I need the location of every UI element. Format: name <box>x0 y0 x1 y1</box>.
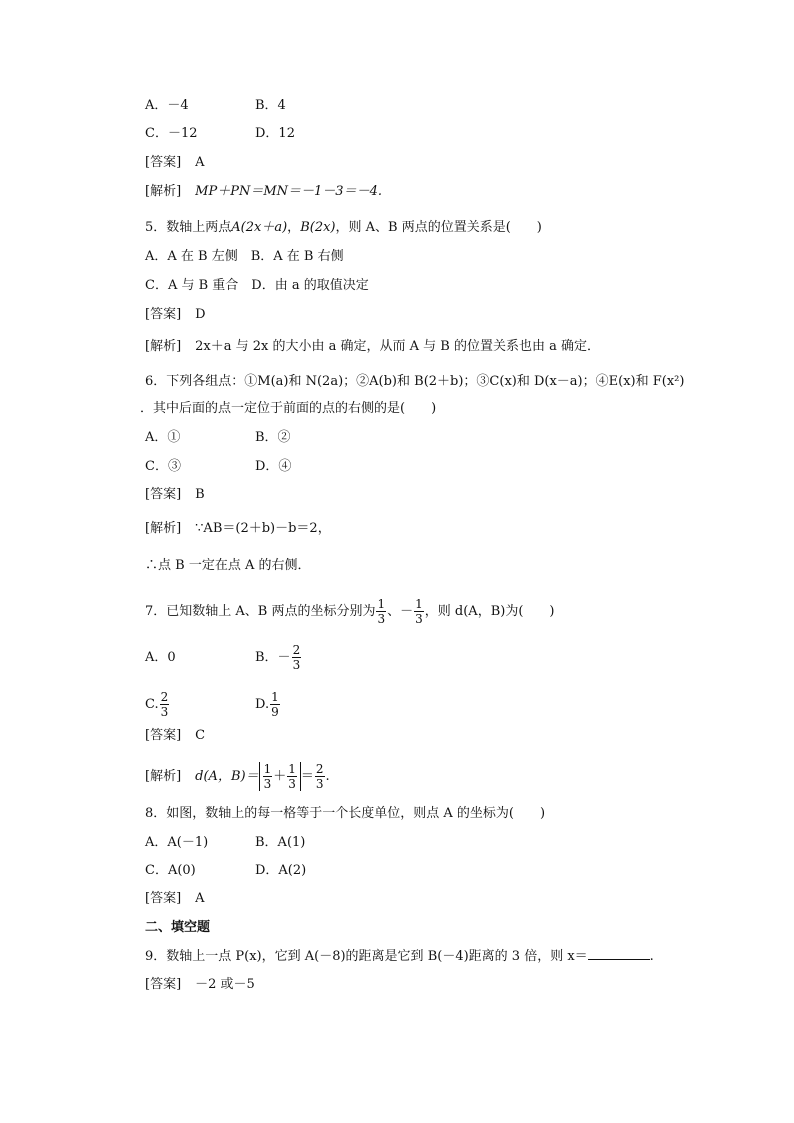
answer-label: [答案] <box>145 487 182 502</box>
q7-option-a: A．0 <box>145 650 176 665</box>
q7-answer <box>145 727 205 745</box>
analysis-label: [解析] <box>145 769 182 784</box>
q5-stem-sep: ， <box>287 220 301 235</box>
answer-label: [答案] <box>145 155 182 170</box>
q6-stem-line-1: 6．下列各组点：①M(a)和 N(2a)；②A(b)和 B(2＋b)；③C(x)和 D(x－a)；④E(x)和 F(x²) <box>145 374 685 389</box>
q4-analysis <box>145 183 382 201</box>
q7-stem-suffix: ，则 d(A，B)为( ) <box>424 604 555 619</box>
option-prefix: C. <box>145 697 159 712</box>
q6-option-c: C．③ <box>145 459 181 474</box>
answer-label: [答案] <box>145 728 182 743</box>
denominator: 3 <box>160 705 169 719</box>
denominator: 3 <box>415 612 423 626</box>
q4-answer <box>145 154 205 172</box>
section-title: 二、填空题 <box>145 920 211 935</box>
q5-analysis <box>145 338 600 356</box>
answer-label: [答案] <box>145 307 182 322</box>
q5-point-a: A(2x＋a) <box>231 220 288 235</box>
denominator: 3 <box>377 612 386 626</box>
q7-options-row-1 <box>145 643 302 672</box>
answer-value: A <box>195 891 205 906</box>
analysis-label: [解析] <box>145 521 182 536</box>
q5-options-row-2: C．A 与 B 重合 D．由 a 的取值决定 <box>145 278 369 293</box>
denominator: 3 <box>263 777 272 791</box>
option-prefix: D. <box>255 697 270 712</box>
numerator: 2 <box>160 690 169 704</box>
fraction <box>414 597 424 626</box>
answer-value: B <box>195 487 205 502</box>
q7-stem <box>145 597 554 626</box>
q6-stem-line-2: ．其中后面的点一定位于前面的点的右侧的是( ) <box>140 401 437 416</box>
period: . <box>325 769 330 784</box>
numerator: 1 <box>271 690 279 704</box>
q4-option-c: C．－12 <box>145 126 198 141</box>
numerator: 1 <box>288 762 296 776</box>
q8-option-b: B．A(1) <box>255 835 306 850</box>
denominator: 3 <box>315 777 324 791</box>
fraction <box>263 762 273 791</box>
q5-stem-suffix: ，则 A、B 两点的位置关系是( ) <box>335 220 542 235</box>
q4-option-b: B．4 <box>255 98 286 113</box>
analysis-text: MP＋PN＝MN＝－1－3＝－4. <box>195 184 382 199</box>
q8-options-row-2 <box>145 862 306 880</box>
q6-options-row-1 <box>145 429 291 447</box>
answer-blank[interactable] <box>588 947 650 960</box>
q9-stem-text: 9．数轴上一点 P(x)，它到 A(－8)的距离是它到 B(－4)距离的 3 倍，则 x＝ <box>145 949 588 964</box>
denominator: 9 <box>271 705 279 719</box>
q7-analysis <box>145 762 330 791</box>
q8-stem: 8．如图，数轴上的每一格等于一个长度单位，则点 A 的坐标为( ) <box>145 806 546 821</box>
fraction <box>376 597 386 626</box>
answer-label: [答案] <box>145 977 182 992</box>
q5-answer <box>145 306 206 324</box>
answer-label: [答案] <box>145 891 182 906</box>
q4-option-d: D．12 <box>255 126 295 141</box>
q5-stem <box>145 219 542 237</box>
q5-stem-prefix: 5．数轴上两点 <box>145 220 232 235</box>
q7-option-c <box>145 690 255 719</box>
q6-conclusion: ∴点 B 一定在点 A 的右侧． <box>145 558 311 573</box>
q6-analysis <box>145 520 331 538</box>
q4-options-row-2 <box>145 125 295 143</box>
q7-option-b <box>255 643 302 672</box>
denominator: 3 <box>288 777 296 791</box>
analysis-label: [解析] <box>145 339 182 354</box>
denominator: 3 <box>292 658 301 672</box>
answer-value: C <box>195 728 206 743</box>
equals-sign: ＝ <box>300 769 314 784</box>
answer-value: A <box>195 155 205 170</box>
q8-option-a: A．A(－1) <box>145 835 209 850</box>
q5-options-row-1: A．A 在 B 左侧 B．A 在 B 右侧 <box>145 249 344 264</box>
analysis-text: 2x＋a 与 2x 的大小由 a 确定，从而 A 与 B 的位置关系也由 a 确定． <box>195 339 601 354</box>
q6-options-row-2 <box>145 458 291 476</box>
q7-option-d <box>255 690 281 719</box>
analysis-text: d(A，B)＝ <box>195 769 259 784</box>
q8-option-c: C．A(0) <box>145 863 196 878</box>
q6-option-d: D．④ <box>255 459 292 474</box>
q4-option-a: A．－4 <box>145 98 189 113</box>
analysis-text: ∵AB＝(2＋b)－b＝2， <box>195 521 331 536</box>
fraction <box>292 643 302 672</box>
q4-options-row-1 <box>145 97 286 115</box>
numerator: 1 <box>263 762 272 776</box>
q9-answer <box>145 976 255 994</box>
answer-value: D <box>195 307 206 322</box>
numerator: 2 <box>292 643 301 657</box>
q7-stem-prefix: 7．已知数轴上 A、B 两点的坐标分别为 <box>145 604 376 619</box>
q7-options-row-2 <box>145 690 281 719</box>
q8-options-row-1 <box>145 834 305 852</box>
q7-stem-sep: 、－ <box>387 604 414 619</box>
answer-value: －2 或－5 <box>195 977 255 992</box>
numerator: 1 <box>377 597 386 611</box>
fraction <box>287 762 297 791</box>
numerator: 2 <box>315 762 324 776</box>
q6-option-a: A．① <box>145 430 181 445</box>
plus-sign: ＋ <box>273 769 287 784</box>
q5-point-b: B(2x) <box>300 220 336 235</box>
q6-answer <box>145 486 205 504</box>
fraction <box>270 690 280 719</box>
fraction <box>160 690 170 719</box>
q9-stem <box>145 947 654 966</box>
option-prefix: B．－ <box>255 650 291 665</box>
q8-option-d: D．A(2) <box>255 863 307 878</box>
q6-option-b: B．② <box>255 430 291 445</box>
period: . <box>649 949 654 964</box>
fraction <box>315 762 325 791</box>
q8-answer <box>145 890 205 908</box>
absolute-value <box>259 762 301 791</box>
numerator: 1 <box>415 597 423 611</box>
analysis-label: [解析] <box>145 184 182 199</box>
